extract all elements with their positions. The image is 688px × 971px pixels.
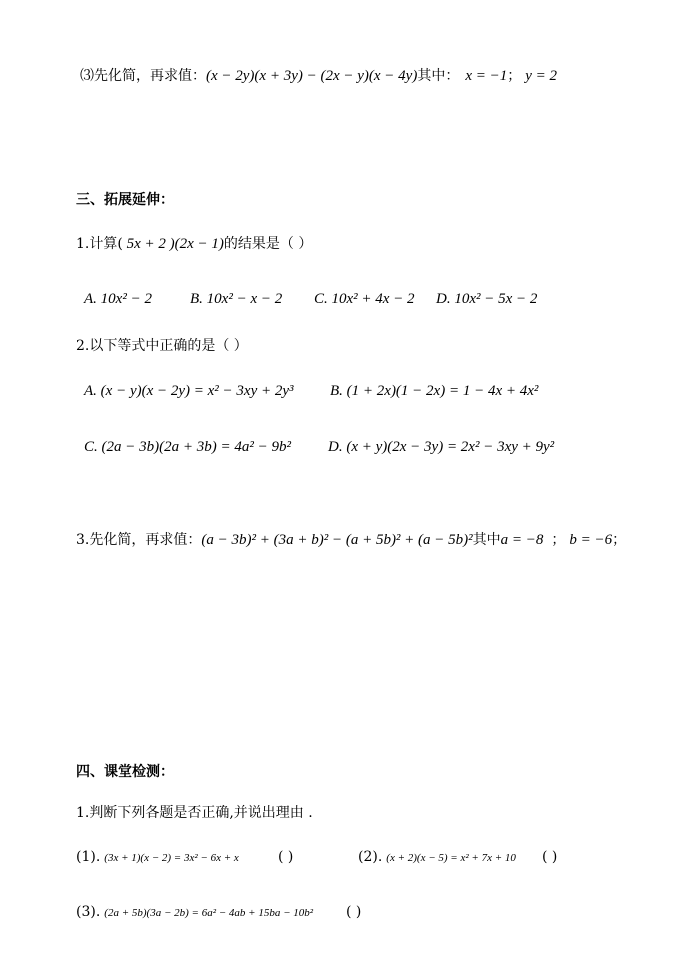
s3-q3-a-value: a = −8 bbox=[500, 532, 544, 548]
s3-q2-option-d: D. (x + y)(2x − 3y) = 2x² − 3xy + 9y² bbox=[328, 439, 555, 455]
s3-q1-stem bbox=[76, 234, 312, 254]
s4-q1-item-1-expression: (3x + 1)(x − 2) = 3x² − 6x + x bbox=[104, 852, 239, 864]
section-3-heading: 三、拓展延伸： bbox=[76, 192, 174, 208]
s2-q3-separator: ； bbox=[507, 68, 522, 84]
s4-q1-item-2-label: (2). bbox=[358, 849, 383, 865]
s2-q3-label: ⑶先化简，再求值： bbox=[80, 68, 206, 84]
s3-q3-separator: ； bbox=[551, 532, 566, 548]
s3-q1-option-c: C. 10x² + 4x − 2 bbox=[314, 291, 415, 307]
s3-q2-option-c: C. (2a − 3b)(2a + 3b) = 4a² − 9b² bbox=[84, 439, 291, 455]
s4-q1-item-3-label: (3). bbox=[76, 904, 101, 920]
s3-q1-suffix: 的结果是（ ） bbox=[223, 236, 313, 252]
s4-q1-item-2-blank: ( ) bbox=[542, 849, 558, 865]
s4-q1-item-3-blank: ( ) bbox=[346, 904, 362, 920]
s4-q1-item-1-blank: ( ) bbox=[278, 849, 294, 865]
s3-q3-end: ； bbox=[612, 532, 627, 548]
s4-q1-item-3 bbox=[76, 902, 313, 923]
s3-q2-stem: 2.以下等式中正确的是（ ） bbox=[76, 338, 248, 354]
s3-q2-option-a: A. (x − y)(x − 2y) = x² − 3xy + 2y³ bbox=[84, 383, 294, 399]
s2-q3-x-value: x = −1 bbox=[465, 68, 508, 84]
s2-q3-expression: (x − 2y)(x + 3y) − (2x − y)(x − 4y) bbox=[206, 68, 418, 84]
section-4-heading: 四、课堂检测： bbox=[76, 764, 174, 780]
s3-q1-option-b: B. 10x² − x − 2 bbox=[190, 291, 283, 307]
s3-q1-expression: 5x + 2 )(2x − 1) bbox=[122, 236, 224, 252]
s3-q1-option-a: A. 10x² − 2 bbox=[84, 291, 152, 307]
s3-q1-option-d: D. 10x² − 5x − 2 bbox=[436, 291, 538, 307]
s2-q3-line bbox=[80, 66, 557, 86]
s2-q3-y-value: y = 2 bbox=[525, 68, 558, 84]
s3-q1-prefix: 1.计算( bbox=[76, 236, 123, 252]
s3-q3-line bbox=[76, 530, 626, 550]
s3-q3-label: 3.先化简，再求值： bbox=[76, 532, 202, 548]
s3-q3-b-value: b = −6 bbox=[569, 532, 613, 548]
s3-q3-expression: (a − 3b)² + (3a + b)² − (a + 5b)² + (a − 5b)² bbox=[201, 532, 473, 548]
s3-q3-where: 其中 bbox=[472, 532, 501, 548]
s4-q1-item-1-label: (1). bbox=[76, 849, 101, 865]
s4-q1-stem: 1.判断下列各题是否正确,并说出理由 . bbox=[76, 805, 313, 821]
s4-q1-item-2-expression: (x + 2)(x − 5) = x² + 7x + 10 bbox=[386, 852, 516, 864]
s4-q1-item-2 bbox=[358, 847, 516, 868]
s4-q1-item-3-expression: (2a + 5b)(3a − 2b) = 6a² − 4ab + 15ba − 10b² bbox=[104, 907, 314, 919]
s2-q3-where: 其中： bbox=[417, 68, 460, 84]
s3-q2-option-b: B. (1 + 2x)(1 − 2x) = 1 − 4x + 4x² bbox=[330, 383, 539, 399]
s4-q1-item-1 bbox=[76, 847, 239, 868]
